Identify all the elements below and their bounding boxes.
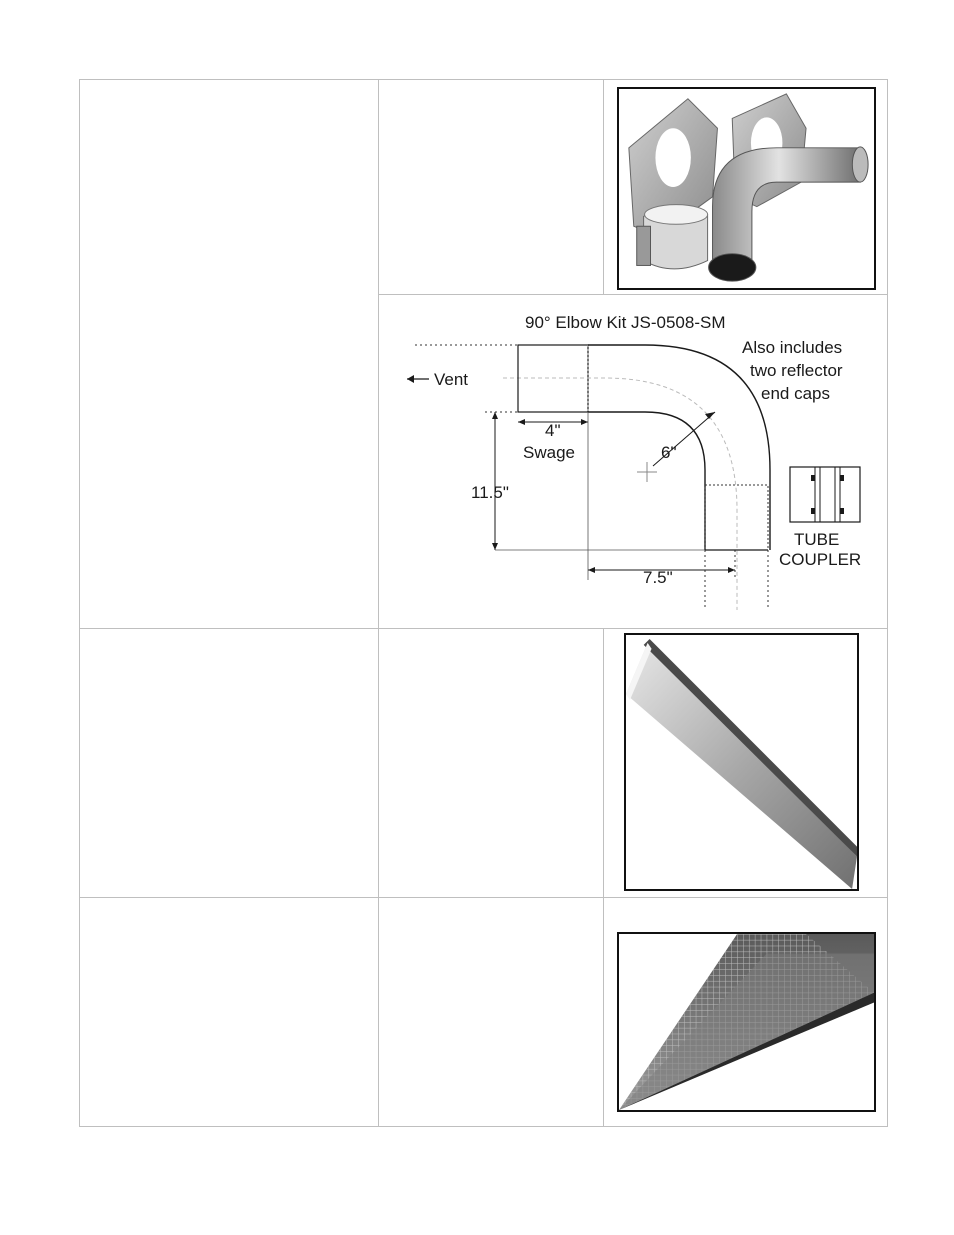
swage-label: Swage <box>523 443 575 462</box>
table-border-right <box>887 79 888 1127</box>
column-divider-1 <box>378 79 379 1127</box>
vent-label: Vent <box>434 370 469 389</box>
elbow-kit-photo <box>617 87 876 290</box>
diagram-note-line2: two reflector <box>750 361 843 380</box>
column-divider-2-row1 <box>603 79 604 295</box>
height-dimension: 11.5" <box>471 483 509 502</box>
row-divider-1 <box>79 628 888 629</box>
diagram-note-line3: end caps <box>761 384 830 403</box>
table-border-top <box>79 79 888 80</box>
tube-coupler-icon <box>790 467 860 522</box>
reflector-photo <box>624 633 859 891</box>
diagram-title: 90° Elbow Kit JS-0508-SM <box>525 313 726 332</box>
table-border-bottom <box>79 1126 888 1127</box>
swage-dimension: 4" <box>545 421 561 440</box>
radius-dimension: 6" <box>661 443 677 462</box>
row-divider-sub <box>378 294 888 295</box>
coupler-label-line2: COUPLER <box>779 550 862 569</box>
column-divider-2-row2 <box>603 628 604 1127</box>
elbow-kit-diagram <box>385 300 885 610</box>
diagram-note-line1: Also includes <box>742 338 843 357</box>
table-border-left <box>79 79 80 1127</box>
row-divider-2 <box>79 897 888 898</box>
coupler-label-line1: TUBE <box>794 530 840 549</box>
width-dimension: 7.5" <box>643 568 673 587</box>
guard-photo <box>617 932 876 1112</box>
vent-arrow-icon <box>407 375 429 383</box>
